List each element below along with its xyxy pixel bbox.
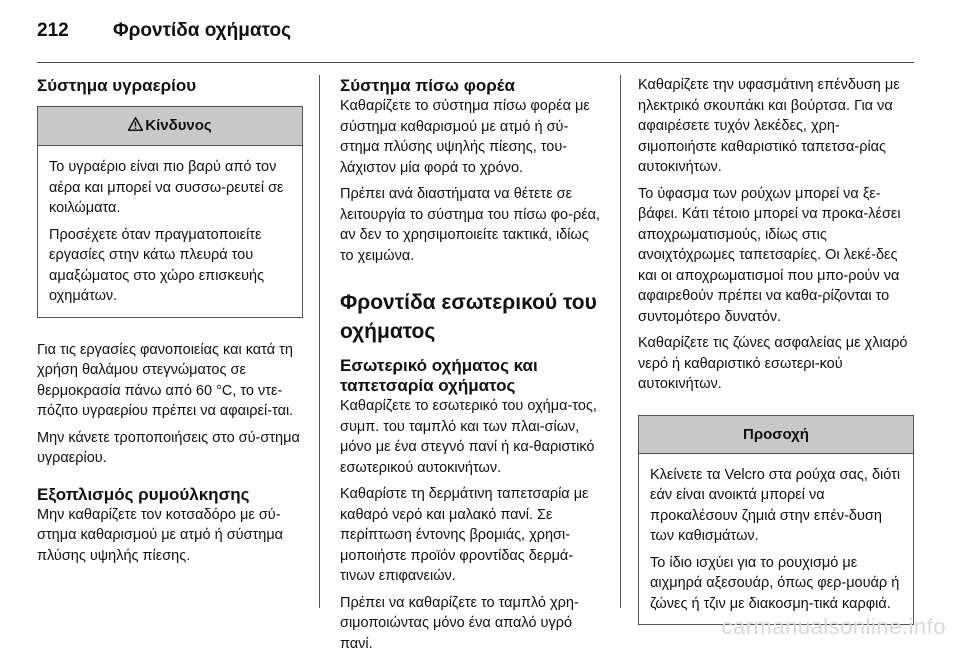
watermark: carmanualsonline.info: [721, 614, 946, 639]
rear-carrier-paragraph-1: Καθαρίζετε το σύστημα πίσω φορέα με σύστημα καθαρισμού με ατμό ή σύ-στημα πλύσης υψηλής πίεσης, του-λάχιστον μία φορά το χρόνο.: [340, 98, 590, 176]
danger-box-header: [38, 107, 302, 146]
danger-box: [37, 106, 303, 318]
danger-paragraph-2: Προσέχετε όταν πραγματοποιείτε εργασίες στην κάτω πλευρά του αμαξώματος στο χώρο επισκευής οχημάτων.: [49, 226, 265, 304]
rear-carrier-paragraph-2: Πρέπει ανά διαστήματα να θέτετε σε λειτουργία το σύστημα του πίσω φο-ρέα, αν δεν το χρησιμοποιείτε τακτικά, ιδίως το χειμώνα.: [340, 186, 601, 264]
lpg-paragraph-1: Για τις εργασίες φανοποιείας και κατά τη χρήση θαλάμου στεγνώματος σε θερμοκρασία πάνω από 60 °C, το ντε-πόζιτο υγραερίου πρέπει να αφαιρεί-ται.: [37, 341, 294, 419]
column-3: [638, 75, 914, 647]
interior-paragraph-2: Καθαρίστε τη δερμάτινη ταπετσαρία με καθαρό νερό και μαλακό πανί. Σε περίπτωση έντονης βρομιάς, χρησι-μοποιήστε προϊόν φροντίδας δερμά-τινων επιφανειών.: [340, 486, 589, 584]
section-title-rear-carrier: Σύστημα πίσω φορέα: [340, 76, 515, 95]
caution-box-header: [639, 416, 913, 454]
danger-box-body: [38, 146, 302, 317]
interior-paragraph-3: Πρέπει να καθαρίζετε το ταμπλό χρη-σιμοποιώντας μόνο ένα απαλό υγρό πανί.: [340, 594, 579, 652]
danger-paragraph-1: Το υγραέριο είναι πιο βαρύ από τον αέρα και μπορεί να συσσω-ρευτεί σε κοιλώματα.: [49, 159, 284, 216]
header-divider: [37, 62, 914, 63]
column-divider-2: [620, 75, 621, 608]
caution-box-body: [639, 454, 913, 625]
column-1: [37, 75, 303, 572]
caution-paragraph-2: Το ίδιο ισχύει για το ρουχισμό με αιχμηρά αξεσουάρ, όπως φερ-μουάρ ή ζώνες ή τζιν με διακοσμη-τικά καρφιά.: [650, 554, 900, 612]
section-title-lpg: Σύστημα υγραερίου: [37, 76, 197, 95]
lpg-paragraph-2: Μην κάνετε τροποποιήσεις στο σύ-στημα υγραερίου.: [37, 429, 300, 466]
warning-triangle-icon: [128, 117, 143, 137]
subsection-title-towing: Εξοπλισμός ρυμούλκησης: [37, 484, 250, 504]
column-divider-1: [319, 75, 320, 608]
danger-box-title: Κίνδυνος: [145, 117, 212, 134]
caution-paragraph-1: Κλείνετε τα Velcro στα ρούχα σας, διότι εάν είναι ανοικτά μπορεί να προκαλέσουν ζημιά στην επέν-δυση των καθισμάτων.: [650, 466, 901, 544]
upholstery-paragraph-2: Το ύφασμα των ρούχων μπορεί να ξε-βάφει. Κάτι τέτοιο μπορεί να προκα-λέσει αποχρωματισμούς, ιδίως στις ανοιχτόχρωμες ταπετσαρίες. Οι λεκέ-δες και οι αποχρωματισμοί που μπο-ρούν να αφαιρεθούν πρέπει να καθα-ρίζονται το συντομότερο δυνατόν.: [638, 185, 901, 325]
page-title: Φροντίδα οχήματος: [113, 20, 291, 41]
interior-paragraph-1: Καθαρίζετε το εσωτερικό του οχήμα-τος, συμπ. του ταμπλό και των πλαι-σίων, μόνο με ένα στεγνό πανί ή κα-θαριστικό εσωτερικού αυτοκινήτων.: [340, 398, 597, 476]
caution-box: [638, 415, 914, 626]
column-2: [340, 75, 606, 660]
upholstery-paragraph-3: Καθαρίζετε τις ζώνες ασφαλείας με χλιαρό νερό ή καθαριστικό εσωτερι-κού αυτοκινήτων.: [638, 335, 908, 392]
towing-paragraph: Μην καθαρίζετε τον κοτσαδόρο με σύ-στημα καθαρισμού με ατμό ή σύστημα πλύσης υψηλής πίεσης.: [37, 506, 284, 564]
caution-box-title: Προσοχή: [743, 425, 809, 443]
subsection-title-interior: Εσωτερικό οχήματος και ταπετσαρία οχήματος: [340, 356, 538, 395]
chapter-title-interior-care: Φροντίδα εσωτερικού του οχήματος: [340, 291, 597, 343]
upholstery-paragraph-1: Καθαρίζετε την υφασμάτινη επένδυση με ηλεκτρικό σκουπάκι και βούρτσα. Για να αφαιρέσετε τυχόν λεκέδες, χρη-σιμοποιήστε καθαριστικό ταπετσα-ρίας αυτοκινήτων.: [638, 77, 900, 175]
page-number: 212: [37, 20, 69, 41]
